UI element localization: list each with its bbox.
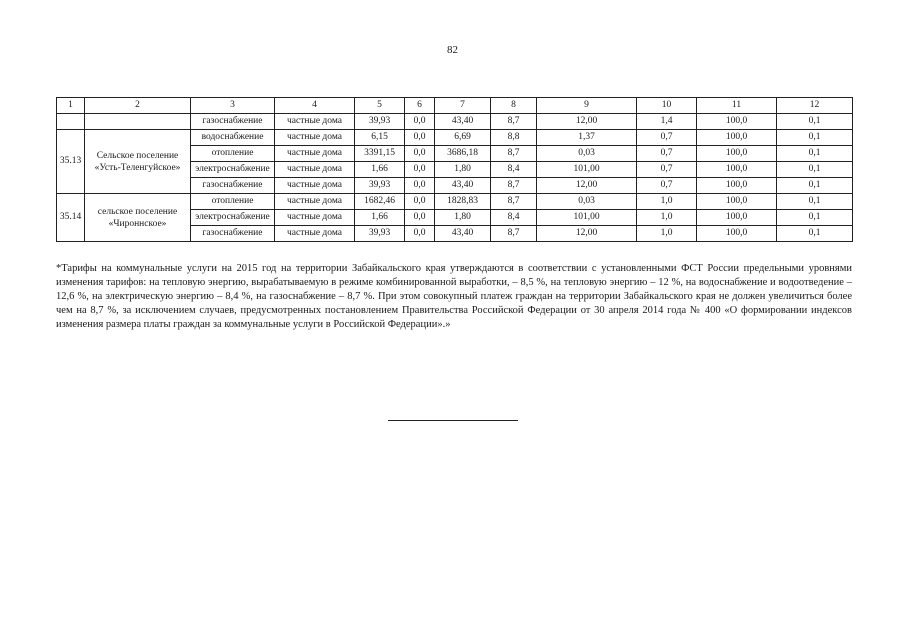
table-cell: 3686,18 (435, 146, 491, 162)
table-cell: электроснабжение (191, 162, 275, 178)
table-cell: частные дома (275, 146, 355, 162)
table-cell: частные дома (275, 162, 355, 178)
table-cell: 8,8 (491, 130, 537, 146)
settlement-name (85, 114, 191, 130)
col-header: 11 (697, 98, 777, 114)
col-header: 1 (57, 98, 85, 114)
table-cell: 0,7 (637, 146, 697, 162)
table-cell: частные дома (275, 194, 355, 210)
table-cell: водоснабжение (191, 130, 275, 146)
table-cell: 8,7 (491, 146, 537, 162)
table-cell: частные дома (275, 114, 355, 130)
table-cell: 1,37 (537, 130, 637, 146)
table-cell: частные дома (275, 226, 355, 242)
col-header: 3 (191, 98, 275, 114)
table-cell: 1,66 (355, 210, 405, 226)
table-cell: 12,00 (537, 178, 637, 194)
table-cell: отопление (191, 146, 275, 162)
table-cell: 8,4 (491, 162, 537, 178)
table-cell: 0,03 (537, 194, 637, 210)
table-cell: 100,0 (697, 178, 777, 194)
settlement-name: сельское поселение «Чироннское» (85, 194, 191, 242)
settlement-name: Сельское поселение «Усть-Теленгуйское» (85, 130, 191, 194)
table-cell: 39,93 (355, 226, 405, 242)
table-cell: 100,0 (697, 210, 777, 226)
table-cell: 100,0 (697, 162, 777, 178)
table-cell: 1828,83 (435, 194, 491, 210)
page-number: 82 (447, 44, 458, 56)
table-cell: 100,0 (697, 146, 777, 162)
col-header: 8 (491, 98, 537, 114)
table-cell: 43,40 (435, 114, 491, 130)
table-row (57, 130, 853, 146)
table-cell: 39,93 (355, 178, 405, 194)
table-cell: 1,80 (435, 162, 491, 178)
table-cell: 101,00 (537, 210, 637, 226)
table-cell: 0,7 (637, 178, 697, 194)
table-cell: частные дома (275, 210, 355, 226)
table-cell: 8,4 (491, 210, 537, 226)
table-cell: 12,00 (537, 114, 637, 130)
table-cell: 100,0 (697, 226, 777, 242)
table-cell: 12,00 (537, 226, 637, 242)
table-cell: 0,1 (777, 194, 853, 210)
table-cell: 6,69 (435, 130, 491, 146)
table-cell: 43,40 (435, 226, 491, 242)
table-cell: 0,1 (777, 162, 853, 178)
table-cell: частные дома (275, 130, 355, 146)
table-cell: 101,00 (537, 162, 637, 178)
table-header (57, 98, 853, 114)
table-cell: 0,1 (777, 178, 853, 194)
table-cell: 1,0 (637, 226, 697, 242)
table-cell: 0,0 (405, 194, 435, 210)
table-cell: 8,7 (491, 194, 537, 210)
table-cell: 1,0 (637, 194, 697, 210)
col-header: 6 (405, 98, 435, 114)
col-header: 5 (355, 98, 405, 114)
table-cell: 0,1 (777, 130, 853, 146)
closing-rule (388, 420, 518, 421)
table-cell: газоснабжение (191, 178, 275, 194)
table-cell: частные дома (275, 178, 355, 194)
table-row (57, 114, 853, 130)
col-header: 2 (85, 98, 191, 114)
table-row (57, 194, 853, 210)
table-cell: 6,15 (355, 130, 405, 146)
table-cell: отопление (191, 194, 275, 210)
col-header: 4 (275, 98, 355, 114)
table-cell: 8,7 (491, 178, 537, 194)
table-cell: 39,93 (355, 114, 405, 130)
table-cell: 100,0 (697, 114, 777, 130)
table-cell: 0,1 (777, 226, 853, 242)
table-cell: 100,0 (697, 130, 777, 146)
table-cell: 0,0 (405, 130, 435, 146)
table-cell: электроснабжение (191, 210, 275, 226)
table-cell: 0,1 (777, 146, 853, 162)
col-header: 7 (435, 98, 491, 114)
col-header: 10 (637, 98, 697, 114)
table-body (57, 114, 853, 242)
table-cell: 100,0 (697, 194, 777, 210)
table-cell: 8,7 (491, 114, 537, 130)
row-number: 35.13 (57, 130, 85, 194)
table-cell: 1,66 (355, 162, 405, 178)
table-cell: 1,0 (637, 210, 697, 226)
table-cell: 0,0 (405, 162, 435, 178)
table-cell: 0,0 (405, 114, 435, 130)
col-header: 12 (777, 98, 853, 114)
table-cell: 0,7 (637, 162, 697, 178)
header-row (57, 98, 853, 114)
table-cell: газоснабжение (191, 114, 275, 130)
table-cell: 0,03 (537, 146, 637, 162)
table-cell: газоснабжение (191, 226, 275, 242)
table-cell: 0,0 (405, 226, 435, 242)
table-cell: 1682,46 (355, 194, 405, 210)
row-number: 35.14 (57, 194, 85, 242)
tariff-table (56, 97, 853, 242)
table-cell: 43,40 (435, 178, 491, 194)
col-header: 9 (537, 98, 637, 114)
table-cell: 0,0 (405, 210, 435, 226)
footnote: *Тарифы на коммунальные услуги на 2015 год на территории Забайкальского края утверждаются в соответствии с установленными ФСТ России предельными уровнями изменения тарифов: на тепловую энергию, вырабатываемую в режиме комбинированной выработки, – 8,5 %, на тепловую энергию – 12 %, на водоснабжение и водоотведение – 12,6 %, на электрическую энергию – 8,4 %, на газоснабжение – 8,7 %. При этом совокупный платеж граждан на территории Забайкальского края не должен увеличиться более чем на 8,7 %, за исключением случаев, предусмотренных постановлением Правительства Российской Федерации от 30 апреля 2014 года № 400 «О формировании индексов изменения размера платы граждан за коммунальные услуги в Российской Федерации».» (56, 263, 852, 330)
table-cell: 3391,15 (355, 146, 405, 162)
table-cell: 0,1 (777, 114, 853, 130)
table-cell: 0,1 (777, 210, 853, 226)
table-cell: 1,80 (435, 210, 491, 226)
table-cell: 1,4 (637, 114, 697, 130)
table-cell: 0,0 (405, 178, 435, 194)
table-cell: 8,7 (491, 226, 537, 242)
table-cell: 0,7 (637, 130, 697, 146)
table-cell: 0,0 (405, 146, 435, 162)
row-number (57, 114, 85, 130)
